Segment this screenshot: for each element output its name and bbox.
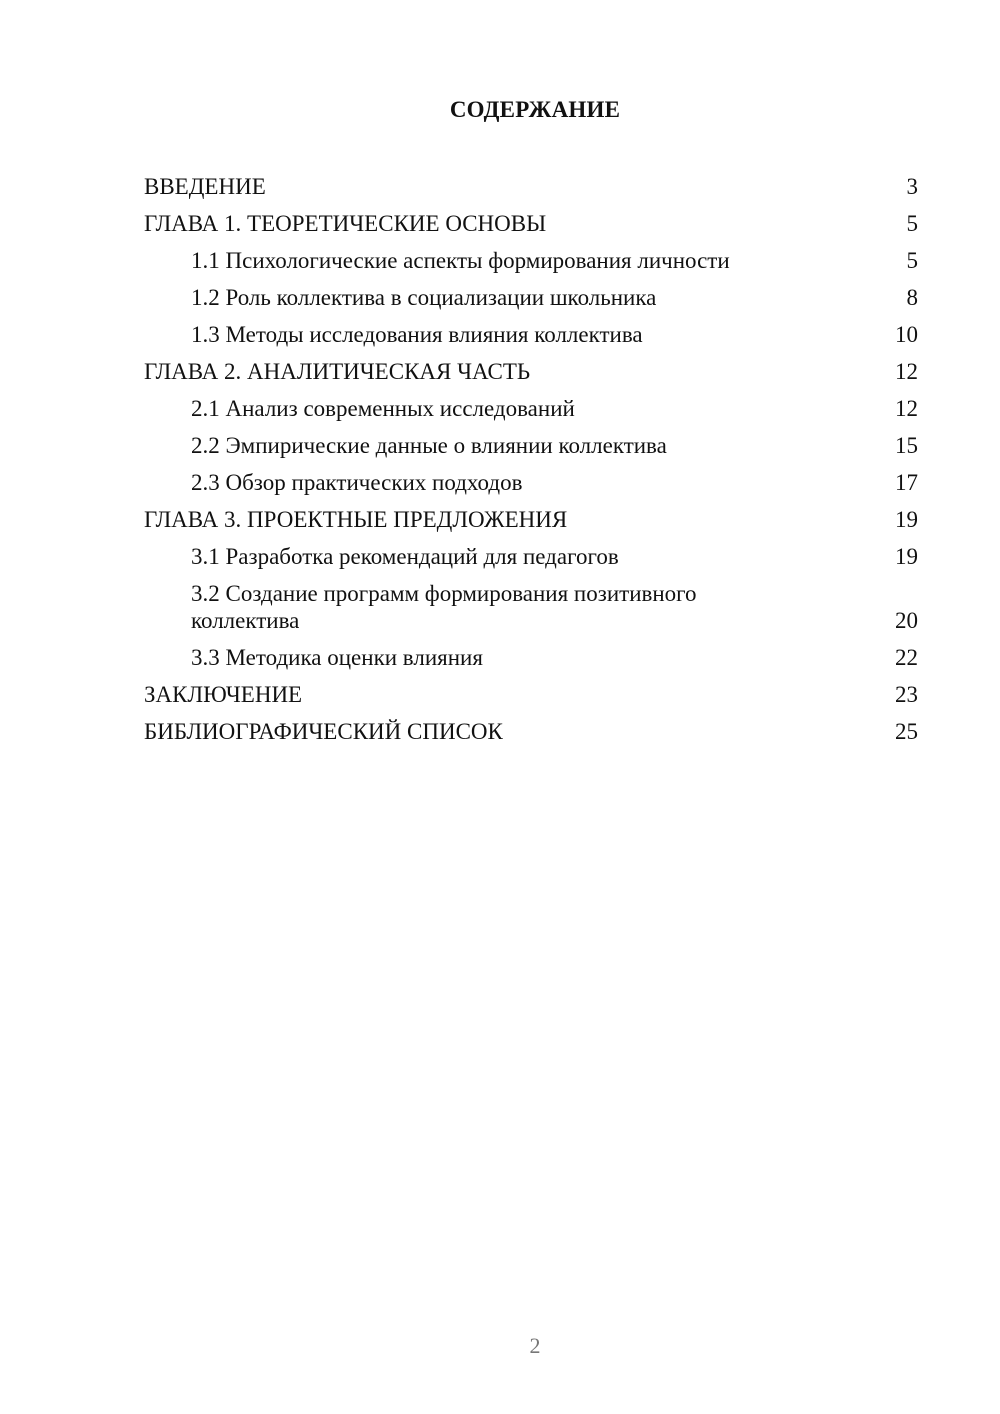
toc-entry-label: 3.3 Методика оценки влияния	[191, 645, 483, 670]
toc-entry-section-3-3[interactable]	[144, 639, 918, 676]
toc-entry-section-1-3[interactable]	[144, 316, 918, 353]
toc-entry-label: 2.3 Обзор практических подходов	[191, 470, 523, 495]
toc-entry-page: 22	[895, 645, 918, 670]
toc-entry-page: 19	[895, 507, 918, 532]
toc-entry-page: 5	[906, 211, 918, 236]
toc-entry-section-1-2[interactable]	[144, 279, 918, 316]
toc-entry-page: 19	[895, 544, 918, 569]
toc-entry-page: 5	[906, 248, 918, 273]
toc-entry-page: 12	[895, 359, 918, 384]
toc-list	[144, 168, 918, 750]
toc-entry-label: ГЛАВА 2. АНАЛИТИЧЕСКАЯ ЧАСТЬ	[144, 359, 531, 384]
toc-entry-introduction[interactable]	[144, 168, 918, 205]
toc-entry-page: 12	[895, 396, 918, 421]
toc-entry-label: 1.2 Роль коллектива в социализации школьника	[191, 285, 657, 310]
toc-entry-bibliography[interactable]	[144, 713, 918, 750]
toc-entry-page: 15	[895, 433, 918, 458]
toc-entry-page: 25	[895, 719, 918, 744]
toc-entry-label: 1.1 Психологические аспекты формирования личности	[191, 248, 730, 273]
toc-entry-section-2-1[interactable]	[144, 390, 918, 427]
toc-entry-label: ГЛАВА 3. ПРОЕКТНЫЕ ПРЕДЛОЖЕНИЯ	[144, 507, 568, 532]
toc-entry-section-2-3[interactable]	[144, 464, 918, 501]
toc-entry-page: 23	[895, 682, 918, 707]
toc-title: СОДЕРЖАНИЕ	[449, 97, 621, 122]
toc-entry-chapter-2[interactable]	[144, 353, 918, 390]
toc-entry-page: 3	[906, 174, 918, 199]
page-number: 2	[529, 1333, 541, 1358]
toc-entry-label: ВВЕДЕНИЕ	[144, 174, 266, 199]
toc-entry-label: 2.2 Эмпирические данные о влиянии коллектива	[191, 433, 667, 458]
toc-entry-section-2-2[interactable]	[144, 427, 918, 464]
toc-entry-section-3-1[interactable]	[144, 538, 918, 575]
toc-entry-label: ГЛАВА 1. ТЕОРЕТИЧЕСКИЕ ОСНОВЫ	[144, 211, 547, 236]
toc-entry-page: 10	[895, 322, 918, 347]
toc-entry-label: 3.2 Создание программ формирования позитивного коллектива	[191, 581, 697, 633]
toc-entry-section-3-2[interactable]	[144, 575, 918, 639]
toc-entry-chapter-3[interactable]	[144, 501, 918, 538]
toc-entry-label: ЗАКЛЮЧЕНИЕ	[144, 682, 303, 707]
toc-entry-page: 20	[895, 608, 918, 633]
toc-entry-label: 3.1 Разработка рекомендаций для педагогов	[191, 544, 619, 569]
toc-entry-page: 17	[895, 470, 918, 495]
toc-entry-page: 8	[906, 285, 918, 310]
toc-entry-chapter-1[interactable]	[144, 205, 918, 242]
toc-entry-label: БИБЛИОГРАФИЧЕСКИЙ СПИСОК	[144, 719, 503, 744]
toc-entry-conclusion[interactable]	[144, 676, 918, 713]
toc-entry-section-1-1[interactable]	[144, 242, 918, 279]
toc-entry-label: 1.3 Методы исследования влияния коллектива	[191, 322, 643, 347]
toc-entry-label: 2.1 Анализ современных исследований	[191, 396, 575, 421]
